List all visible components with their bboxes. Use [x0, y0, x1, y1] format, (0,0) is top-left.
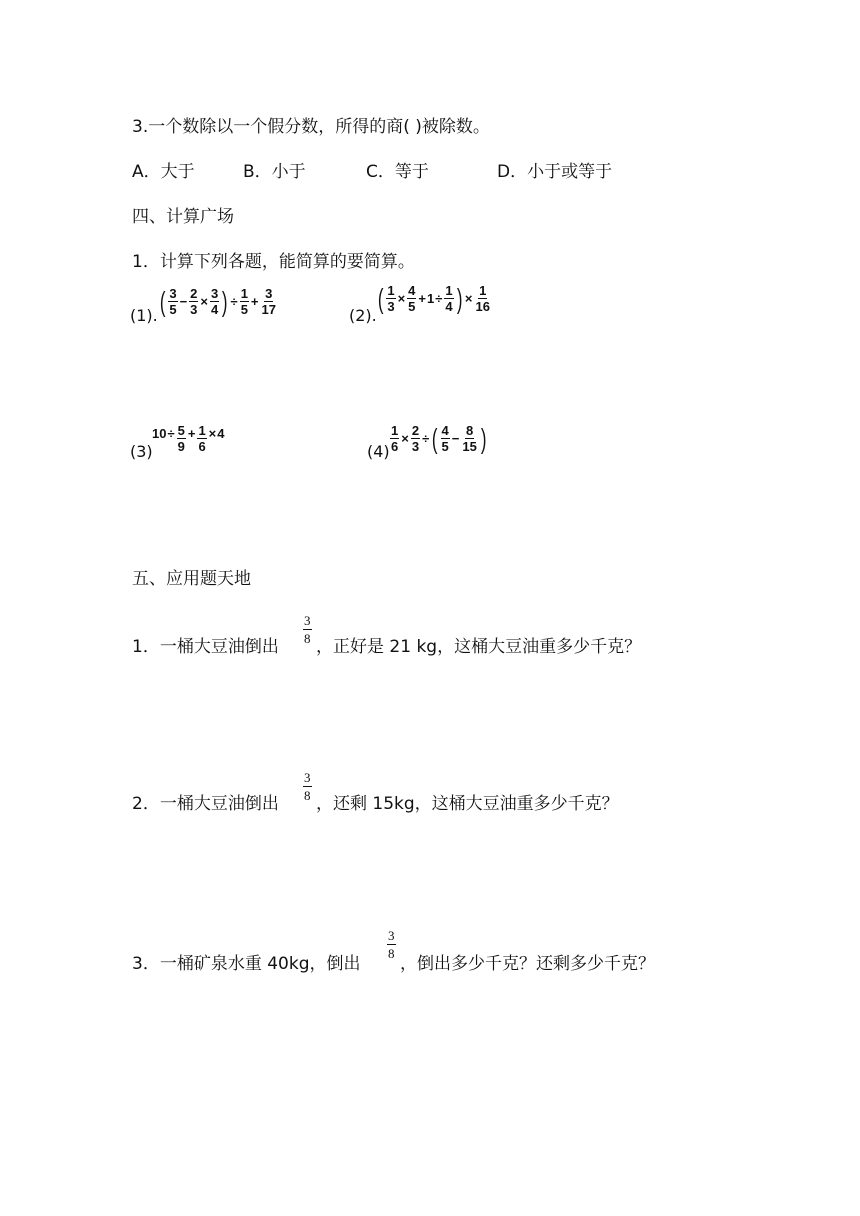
fraction: $\frac{5}{9}$: [177, 423, 185, 454]
expr3-label: (3): [130, 442, 153, 461]
fraction: $\frac{3}{5}$: [169, 286, 177, 317]
expression-2: ( $\frac{1}{3}$ × $\frac{4}{5}$ + 1 ÷ $\frac{1}{4}$ ) × $\frac{1}{16}$: [377, 282, 490, 314]
fraction: $\frac{4}{5}$: [408, 283, 416, 314]
option-d: D．小于或等于: [497, 162, 613, 182]
problem1-text-a: 1．一桶大豆油倒出: [132, 637, 279, 657]
problem2-text-a: 2．一桶大豆油倒出: [132, 794, 279, 814]
open-paren: (: [159, 285, 166, 317]
problem1-text-b: ，正好是 21 kg，这桶大豆油重多少千克？: [316, 637, 642, 657]
q3-stem: 3.一个数除以一个假分数，所得的商( )被除数。: [132, 117, 490, 137]
fraction: $\frac{2}{3}$: [190, 286, 198, 317]
expr4-label: (4): [367, 442, 390, 461]
fraction: $\frac{8}{15}$: [462, 423, 477, 454]
problem2-text-b: ，还剩 15kg，这桶大豆油重多少千克？: [316, 794, 619, 814]
fraction-3-8: 3 8: [304, 613, 311, 646]
expr1-label: (1).: [130, 306, 158, 325]
fraction: $\frac{1}{4}$: [445, 283, 453, 314]
expr2-label: (2).: [349, 306, 377, 325]
fraction: $\frac{3}{17}$: [261, 286, 276, 317]
section4-q1: 1．计算下列各题，能简算的要简算。: [132, 252, 415, 272]
fraction: $\frac{4}{5}$: [441, 423, 449, 454]
fraction: $\frac{1}{3}$: [387, 283, 395, 314]
expression-1: ( $\frac{3}{5}$ − $\frac{2}{3}$ × $\frac{3}{4}$ ) ÷ $\frac{1}{5}$ + $\frac{3}{17}$: [159, 285, 276, 317]
fraction: $\frac{2}{3}$: [411, 423, 420, 454]
option-b: B．小于: [243, 162, 306, 182]
expression-4: $\frac{1}{6}$ × $\frac{2}{3}$ ÷ ( $\frac{4}{5}$ − $\frac{8}{15}$ ): [391, 422, 487, 454]
problem3-text-b: ，倒出多少千克？还剩多少千克？: [400, 954, 655, 974]
fraction: $\frac{1}{6}$: [391, 423, 399, 454]
fraction: $\frac{1}{16}$: [475, 283, 490, 314]
fraction: $\frac{3}{4}$: [210, 286, 219, 317]
open-paren: (: [432, 422, 438, 454]
fraction-3-8: 3 8: [304, 770, 311, 803]
fraction-3-8: 3 8: [388, 928, 395, 961]
problem3-text-a: 3．一桶矿泉水重 40kg，倒出: [132, 954, 361, 974]
option-a: A．大于: [132, 162, 195, 182]
option-c: C．等于: [366, 162, 429, 182]
close-paren: ): [222, 285, 228, 317]
section4-title: 四、计算广场: [132, 207, 234, 227]
close-paren: ): [456, 282, 463, 314]
expression-3: 10 ÷ $\frac{5}{9}$ + $\frac{1}{6}$ × 4: [152, 423, 225, 454]
open-paren: (: [377, 282, 384, 314]
close-paren: ): [480, 422, 487, 454]
fraction: $\frac{1}{5}$: [240, 286, 248, 317]
section5-title: 五、应用题天地: [132, 569, 251, 589]
fraction: $\frac{1}{6}$: [198, 423, 206, 454]
